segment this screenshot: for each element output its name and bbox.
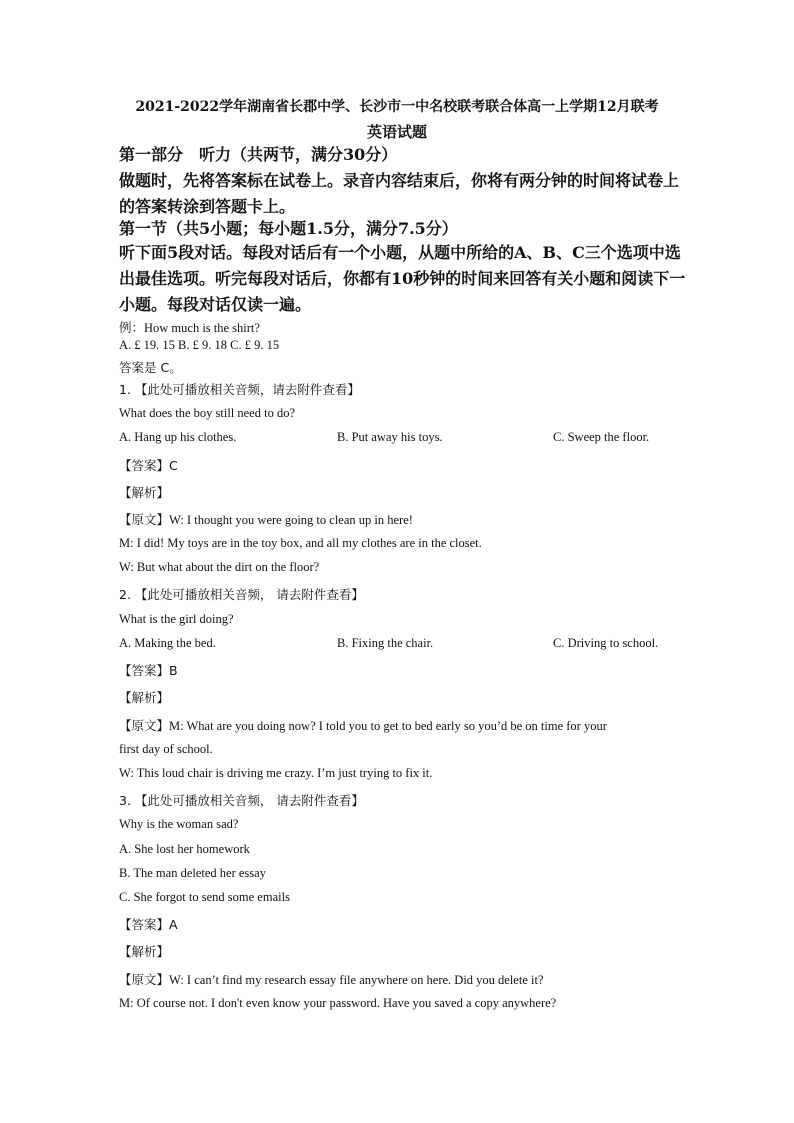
q1-option-b: B. Put away his toys. bbox=[337, 430, 443, 444]
section1-heading: 第一节（共5小题；每小题1.5分，满分7.5分） bbox=[119, 219, 458, 238]
q2-header: 2. 【此处可播放相关音频， 请去附件查看】 bbox=[119, 587, 364, 602]
part1-heading: 第一部分 听力（共两节，满分30分） bbox=[119, 145, 398, 164]
doc-title-line2: 英语试题 bbox=[366, 123, 427, 141]
q3-answer: 【答案】A bbox=[119, 917, 178, 932]
q2-option-b: B. Fixing the chair. bbox=[337, 636, 434, 650]
q3-question: Why is the woman sad? bbox=[119, 817, 239, 831]
q2-script-line1: 【原文】M: What are you doing now? I told you to get to bed early so you’d be on time for your bbox=[119, 719, 607, 733]
q1-question: What does the boy still need to do? bbox=[119, 406, 296, 420]
q3-script-line1: 【原文】W: I can’t find my research essay file anywhere on here. Did you delete it? bbox=[119, 973, 544, 987]
section1-instruction: 听下面5段对话。每段对话后有一个小题，从题中所给的A、B、C三个选项中选出最佳选项。听完每段对话后，你都有10秒钟的时间来回答有关小题和阅读下一小题。每段对话仅读一遍。 bbox=[119, 243, 686, 314]
q2-answer: 【答案】B bbox=[119, 663, 178, 678]
q2-script-line2: W: This loud chair is driving me crazy. I’m just trying to fix it. bbox=[119, 766, 433, 780]
example-options: A. £ 19. 15 B. £ 9. 18 C. £ 9. 15 bbox=[119, 338, 280, 352]
q1-analysis: 【解析】 bbox=[119, 485, 170, 500]
q2-question: What is the girl doing? bbox=[119, 612, 234, 626]
q3-script-line2: M: Of course not. I don't even know your password. Have you saved a copy anywhere? bbox=[119, 996, 557, 1010]
q2-analysis: 【解析】 bbox=[119, 690, 170, 705]
q1-script-line1: 【原文】W: I thought you were going to clean up in here! bbox=[119, 513, 413, 527]
q2-option-a: A. Making the bed. bbox=[119, 636, 216, 650]
q1-script-line2: M: I did! My toys are in the toy box, and all my clothes are in the closet. bbox=[119, 536, 482, 550]
q1-header: 1. 【此处可播放相关音频，请去附件查看】 bbox=[119, 382, 360, 397]
q2-script-line1b: first day of school. bbox=[119, 742, 213, 756]
q1-script-line3: W: But what about the dirt on the floor? bbox=[119, 560, 320, 574]
q1-answer: 【答案】C bbox=[119, 458, 178, 473]
example-question: 例：How much is the shirt? bbox=[119, 321, 260, 335]
part1-instruction: 做题时，先将答案标在试卷上。录音内容结束后，你将有两分钟的时间将试卷上的答案转涂到答题卡上。 bbox=[119, 171, 680, 216]
q3-option-a: A. She lost her homework bbox=[119, 842, 250, 856]
q3-analysis: 【解析】 bbox=[119, 944, 170, 959]
doc-title-line1: 2021-2022学年湖南省长郡中学、长沙市一中名校联考联合体高一上学期12月联考 bbox=[135, 99, 659, 115]
q1-option-a: A. Hang up his clothes. bbox=[119, 430, 237, 444]
q3-option-b: B. The man deleted her essay bbox=[119, 866, 266, 880]
q3-header: 3. 【此处可播放相关音频， 请去附件查看】 bbox=[119, 793, 364, 808]
example-answer: 答案是 C。 bbox=[119, 360, 182, 375]
q2-option-c: C. Driving to school. bbox=[553, 636, 659, 650]
q1-option-c: C. Sweep the floor. bbox=[553, 430, 650, 444]
q3-option-c: C. She forgot to send some emails bbox=[119, 890, 290, 904]
